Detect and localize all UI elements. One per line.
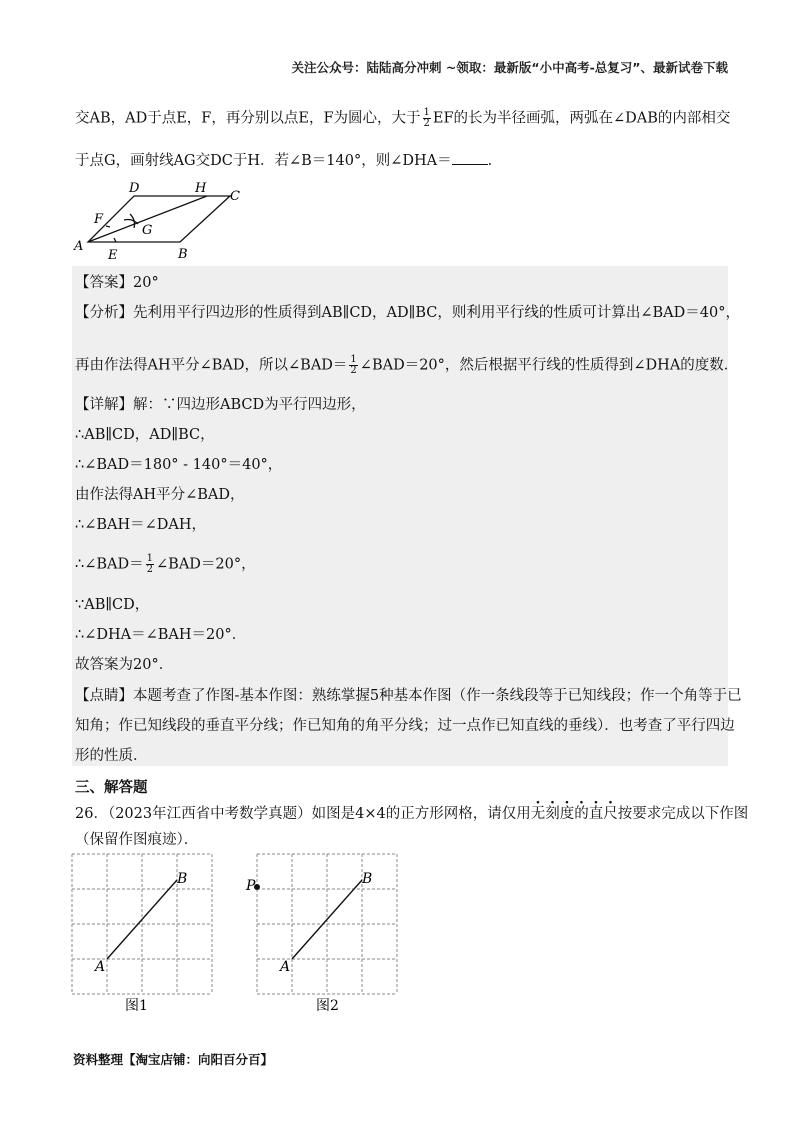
section-heading: 三、解答题	[75, 780, 148, 796]
detail-line6-a: ∴∠BAD＝	[75, 556, 144, 573]
emphasis-char: 刻	[545, 806, 560, 822]
label-b: B	[362, 871, 373, 887]
label-a: A	[95, 959, 106, 975]
fraction-half	[146, 554, 154, 575]
analysis-line2-a: 再由作法得AH平分∠BAD，所以∠BAD＝	[75, 357, 348, 374]
label-a: A	[74, 239, 84, 254]
fraction-denominator: 2	[423, 118, 430, 129]
label-b: B	[178, 247, 188, 262]
figure-caption: 图2	[316, 998, 339, 1014]
answer-blank	[452, 150, 488, 165]
answer-line: 【答案】20°	[75, 275, 159, 291]
problem26-line1-a: 26．（2023年江西省中考数学真题）如图是4×4的正方形网格，请仅用	[75, 806, 531, 822]
detail-line4: 由作法得AH平分∠BAD，	[75, 487, 245, 503]
detail-line5: ∴∠BAH＝∠DAH，	[75, 517, 207, 533]
label-e: E	[108, 248, 118, 263]
parallelogram-abcd	[88, 196, 230, 242]
comment-line3: 形的性质．	[75, 748, 148, 764]
comment-line1: 【点睛】本题考查了作图-基本作图：熟练掌握5种基本作图（作一条线段等于已知线段；作一个角等于已	[75, 688, 742, 704]
problem25-line2	[75, 150, 502, 171]
detail-line7: ∵AB∥CD，	[75, 597, 150, 613]
label-p: P	[246, 878, 256, 894]
detail-line3: ∴∠BAD＝180° - 140°＝40°，	[75, 457, 283, 473]
label-f: F	[94, 212, 104, 227]
detail-line2: ∴AB∥CD，AD∥BC，	[75, 427, 215, 443]
analysis-line1: 【分析】先利用平行四边形的性质得到AB∥CD，AD∥BC，则利用平行线的性质可计算出∠BAD＝40°，	[75, 305, 740, 321]
arc-mark-f	[106, 226, 110, 227]
emphasis-char: 的	[574, 806, 589, 822]
problem25-line1-a: 交AB，AD于点E，F，再分别以点E，F为圆心，大于	[75, 110, 421, 127]
figure-caption: 图1	[125, 998, 148, 1014]
label-a: A	[280, 959, 291, 975]
label-h: H	[195, 181, 207, 196]
fraction-denominator: 2	[350, 365, 357, 376]
label-c: C	[230, 189, 240, 204]
analysis-line2	[75, 355, 738, 376]
detail-line1: 【详解】解：∵四边形ABCD为平行四边形，	[75, 397, 366, 413]
page-header: 关注公众号：陆陆高分冲刺 ~领取：最新版“小中高考-总复习”、最新试卷下载	[291, 60, 728, 75]
label-g: G	[142, 223, 153, 238]
problem26-line1	[75, 804, 748, 824]
problem25-line2-b: ．	[487, 153, 503, 169]
problem26-line1-b: 按要求完成以下作图	[617, 806, 749, 822]
problem25-line1-b: EF的长为半径画弧，两弧在∠DAB的内部相交	[432, 110, 731, 127]
fraction-numerator: 1	[350, 354, 357, 365]
fraction-half	[349, 355, 357, 376]
label-b: B	[177, 871, 188, 887]
analysis-line2-b: ∠BAD＝20°，然后根据平行线的性质得到∠DHA的度数．	[359, 357, 739, 374]
fraction-half	[423, 108, 431, 129]
problem25-line1	[75, 108, 730, 129]
comment-line2: 知角；作已知线段的垂直平分线；作已知角的角平分线；过一点作已知直线的垂线）．也考查了平行四边	[75, 718, 735, 734]
emphasis-char: 度	[559, 806, 575, 822]
label-d: D	[129, 181, 140, 196]
fraction-numerator: 1	[146, 553, 154, 564]
page-footer: 资料整理【淘宝店铺：向阳百分百】	[73, 1052, 274, 1067]
grid-figure-2	[242, 850, 402, 1015]
emphasis-char: 无	[530, 806, 546, 822]
emphasis-char: 尺	[603, 806, 618, 822]
grid-figure-1	[68, 850, 218, 1015]
detail-line8: ∴∠DHA＝∠BAH＝20°．	[75, 627, 247, 643]
parallelogram-figure	[70, 178, 250, 263]
detail-line9: 故答案为20°．	[75, 657, 174, 673]
fraction-denominator: 2	[146, 564, 154, 575]
fraction-numerator: 1	[423, 107, 430, 118]
detail-line6	[75, 554, 256, 575]
problem25-line2-a: 于点G，画射线AG交DC于H．若∠B＝140°，则∠DHA＝	[75, 153, 452, 169]
problem26-line2: （保留作图痕迹）．	[75, 832, 199, 848]
detail-line6-b: ∠BAD＝20°，	[156, 556, 256, 573]
emphasis-char: 直	[588, 806, 604, 822]
